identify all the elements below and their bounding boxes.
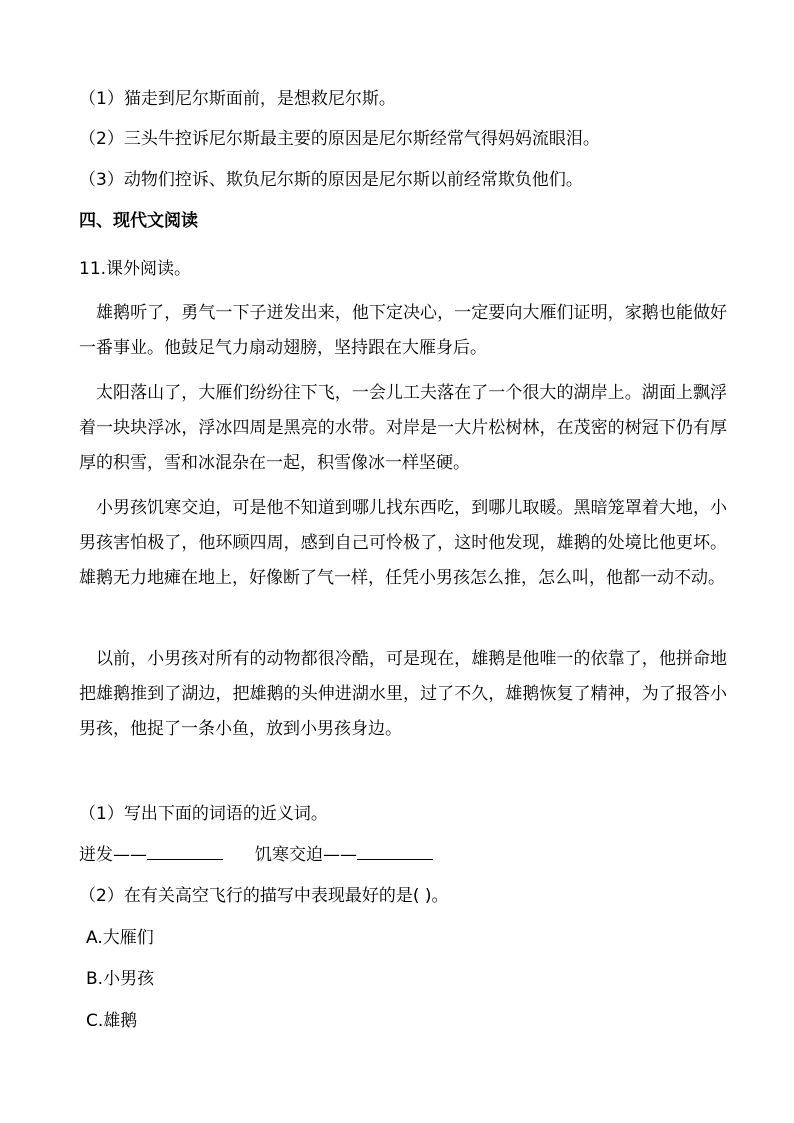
passage-paragraph-1: 雄鹅听了，勇气一下子迸发出来，他下定决心，一定要向大雁们证明，家鹅也能做好一番事业。他鼓足气力扇动翅膀，坚持跟在大雁身后。 [79,303,727,358]
option-b[interactable]: B.小男孩 [86,969,155,989]
synonym-word-1: 迸发—— [79,845,147,865]
section-title: 四、现代文阅读 [79,211,198,231]
prev-question-2: （2）三头牛控诉尼尔斯最主要的原因是尼尔斯经常气得妈妈流眼泪。 [79,129,600,149]
passage-paragraph-2: 太阳落山了，大雁们纷纷往下飞，一会儿工夫落在了一个很大的湖岸上。湖面上飘浮着一块块浮冰，浮冰四周是黑亮的水带。对岸是一大片松树林，在茂密的树冠下仍有厚厚的积雪，雪和冰混杂在一起，积雪像冰一样坚硬。 [79,383,727,473]
passage-paragraph-4: 以前，小男孩对所有的动物都很冷酷，可是现在，雄鹅是他唯一的依靠了，他拼命地把雄鹅推到了湖边，把雄鹅的头伸进湖水里，过了不久，雄鹅恢复了精神，为了报答小男孩，他捉了一条小鱼，放到小男孩身边。 [79,649,727,739]
answer-blank-1[interactable] [147,844,223,860]
question-title: 11.课外阅读。 [79,259,192,279]
prev-question-3: （3）动物们控诉、欺负尼尔斯的原因是尼尔斯以前经常欺负他们。 [79,170,583,190]
passage-paragraph-3: 小男孩饥寒交迫，可是他不知道到哪儿找东西吃，到哪儿取暖。黑暗笼罩着大地，小男孩害怕极了，他环顾四周，感到自己可怜极了，这时他发现，雄鹅的处境比他更坏。雄鹅无力地瘫在地上，好像断了气一样，任凭小男孩怎么推，怎么叫，他都一动不动。 [79,498,727,588]
sub-question-1: （1）写出下面的词语的近义词。 [79,804,328,824]
option-c[interactable]: C.雄鹅 [86,1011,138,1031]
answer-blank-2[interactable] [357,844,433,860]
prev-question-1: （1）猫走到尼尔斯面前，是想救尼尔斯。 [79,89,396,109]
synonym-blanks-row [79,844,433,866]
sub-question-2: （2）在有关高空飞行的描写中表现最好的是( )。 [79,886,449,906]
synonym-word-2: 饥寒交迫—— [255,845,357,865]
option-a[interactable]: A.大雁们 [86,928,154,948]
